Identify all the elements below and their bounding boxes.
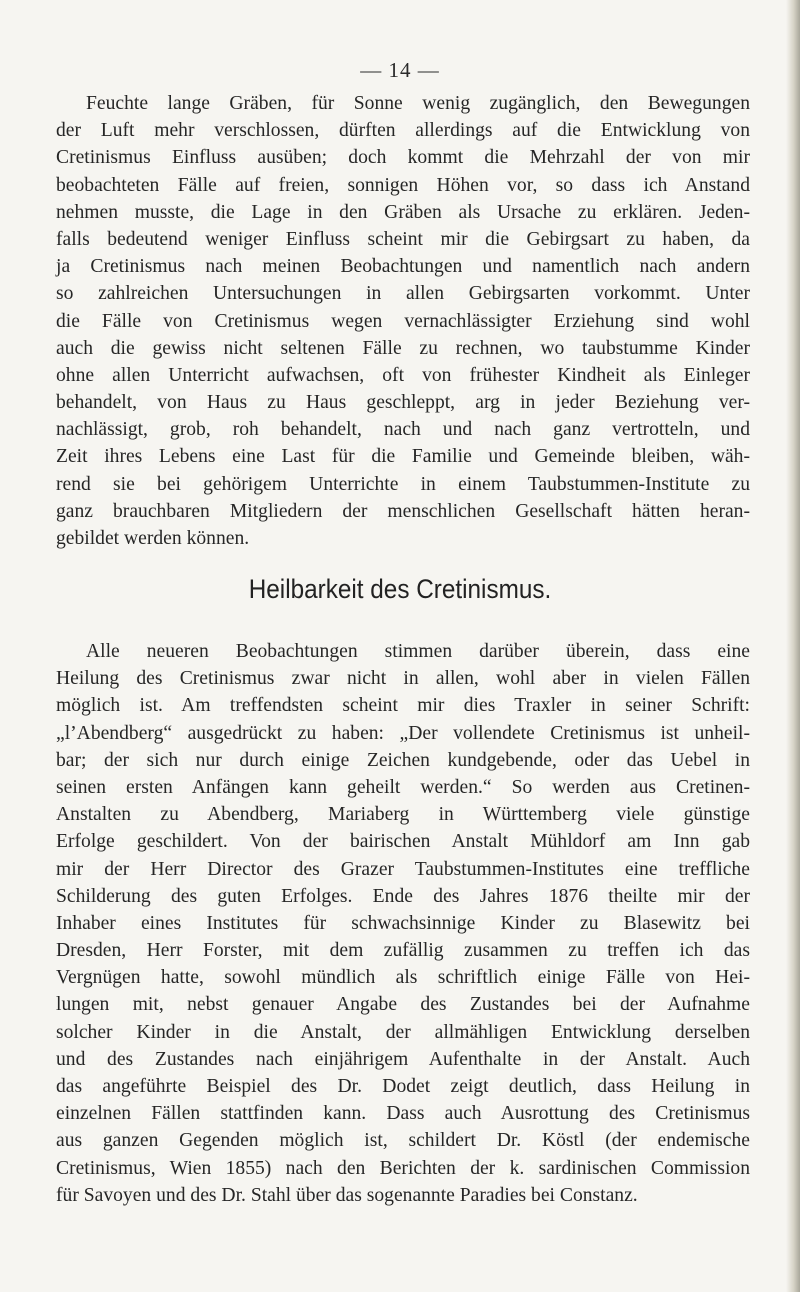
text-line: Cretinismus Einfluss ausüben; doch kommt die Mehrzahl der von mir — [56, 147, 750, 169]
text-line: Inhaber eines Institutes für schwachsinnige Kinder zu Blasewitz bei — [56, 912, 750, 934]
text-line: lungen mit, nebst genauer Angabe des Zustandes bei der Aufnahme — [56, 994, 750, 1016]
text-line: nehmen musste, die Lage in den Gräben als Ursache zu erklären. Jeden- — [56, 201, 750, 223]
text-line: einzelnen Fällen stattfinden kann. Dass auch Ausrottung des Cretinismus — [56, 1103, 750, 1125]
text-line: Heilung des Cretinismus zwar nicht in allen, wohl aber in vielen Fällen — [56, 668, 750, 690]
text-line: rend sie bei gehörigem Unterrichte in einem Taubstummen-Institute zu — [56, 473, 750, 495]
text-line: Dresden, Herr Forster, mit dem zufällig zusammen zu treffen ich das — [56, 940, 750, 962]
text-line: Schilderung des guten Erfolges. Ende des Jahres 1876 theilte mir der — [56, 885, 750, 907]
text-line: für Savoyen und des Dr. Stahl über das sogenannte Paradies bei Constanz. — [56, 1184, 638, 1206]
text-line: behandelt, von Haus zu Haus geschleppt, arg in jeder Beziehung ver- — [56, 392, 750, 414]
text-line: Erfolge geschildert. Von der bairischen Anstalt Mühldorf am Inn gab — [56, 831, 750, 853]
page-edge-shadow — [786, 0, 800, 1292]
text-line: Feuchte lange Gräben, für Sonne wenig zugänglich, den Bewegungen — [86, 93, 750, 114]
text-line: solcher Kinder in die Anstalt, der allmähligen Entwicklung derselben — [56, 1021, 750, 1043]
text-line: bar; der sich nur durch einige Zeichen kundgebende, oder das Uebel in — [56, 749, 750, 771]
text-line: Zeit ihres Lebens eine Last für die Familie und Gemeinde bleiben, wäh- — [56, 446, 750, 468]
text-line: „l’Abendberg“ ausgedrückt zu haben: „Der vollendete Cretinismus ist unheil- — [56, 722, 750, 744]
text-line: der Luft mehr verschlossen, dürften allerdings auf die Entwicklung von — [56, 120, 750, 142]
text-line: falls bedeutend weniger Einfluss scheint mir die Gebirgsart zu haben, da — [56, 228, 750, 250]
text-line: aus ganzen Gegenden möglich ist, schildert Dr. Köstl (der endemische — [56, 1130, 750, 1152]
page-number: — 14 — — [360, 58, 440, 82]
text-line: so zahlreichen Untersuchungen in allen Gebirgsarten vorkommt. Unter — [56, 283, 750, 305]
text-line: ja Cretinismus nach meinen Beobachtungen und namentlich nach andern — [56, 256, 750, 278]
paragraph-2 — [56, 638, 750, 1209]
text-line: auch die gewiss nicht seltenen Fälle zu rechnen, wo taubstumme Kinder — [56, 337, 750, 359]
text-line: Anstalten zu Abendberg, Mariaberg in Württemberg viele günstige — [56, 804, 750, 826]
text-line: mir der Herr Director des Grazer Taubstummen-Institutes eine treffliche — [56, 858, 750, 880]
text-line: nachlässigt, grob, roh behandelt, nach und nach ganz vertrotteln, und — [56, 419, 750, 441]
text-line: ganz brauchbaren Mitgliedern der menschlichen Gesellschaft hätten heran- — [56, 500, 750, 522]
text-line: beobachteten Fälle auf freien, sonnigen Höhen vor, so dass ich Anstand — [56, 174, 750, 196]
text-line: die Fälle von Cretinismus wegen vernachlässigter Erziehung sind wohl — [56, 310, 750, 332]
text-line: möglich ist. Am treffendsten scheint mir dies Traxler in seiner Schrift: — [56, 695, 750, 717]
text-line: das angeführte Beispiel des Dr. Dodet zeigt deutlich, dass Heilung in — [56, 1076, 750, 1097]
text-line: gebildet werden können. — [56, 528, 250, 549]
text-line: und des Zustandes nach einjährigem Aufenthalte in der Anstalt. Auch — [56, 1048, 750, 1070]
text-line: seinen ersten Anfängen kann geheilt werden.“ So werden aus Cretinen- — [56, 776, 750, 798]
paragraph-1 — [56, 90, 750, 552]
text-line: Alle neueren Beobachtungen stimmen darüber überein, dass eine — [86, 641, 750, 662]
section-heading: Heilbarkeit des Cretinismus. — [248, 574, 552, 604]
text-line: Vergnügen hatte, sowohl mündlich als schriftlich einige Fälle von Hei- — [56, 967, 750, 989]
text-line: ohne allen Unterricht aufwachsen, oft von frühester Kindheit als Einleger — [56, 364, 750, 386]
text-line: Cretinismus, Wien 1855) nach den Berichten der k. sardinischen Commission — [56, 1157, 750, 1179]
